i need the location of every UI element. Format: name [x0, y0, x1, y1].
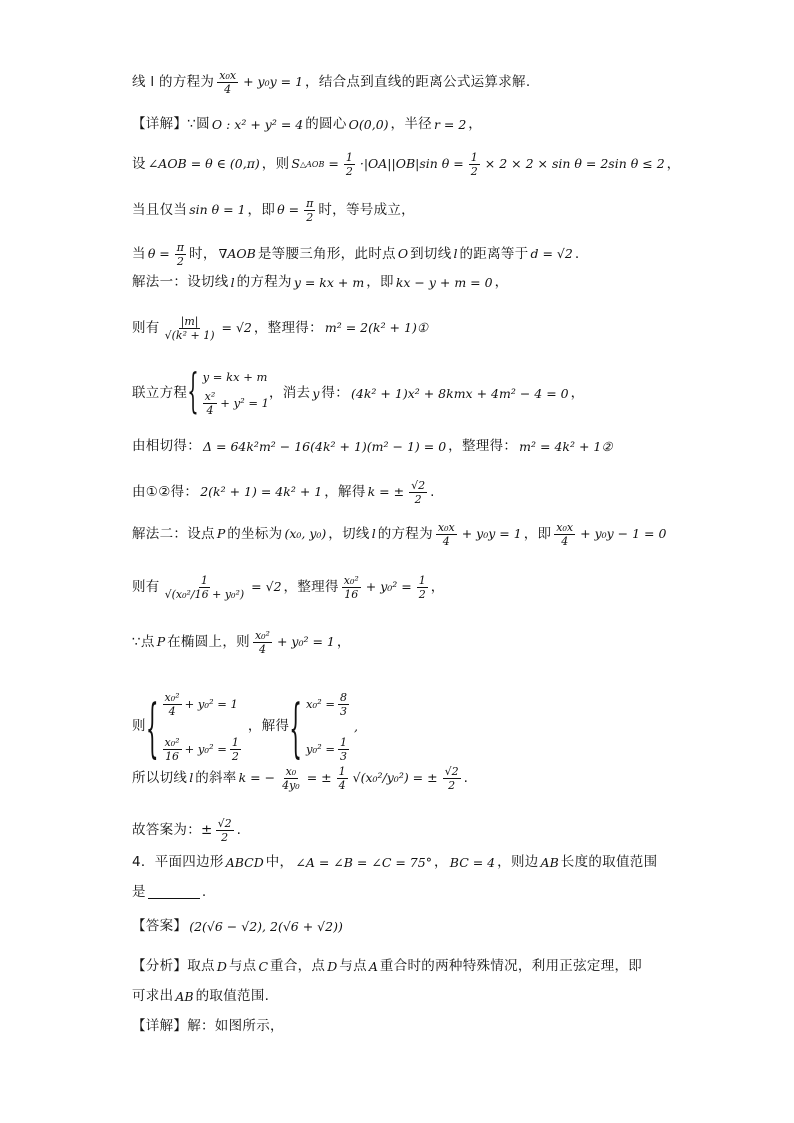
math-expression: = √2	[221, 320, 252, 336]
math-expression: r = 2	[433, 116, 467, 132]
fraction: $\frac{1}{2}$	[231, 736, 239, 763]
fraction: x₀² 4	[164, 691, 180, 718]
text-segment: 与点	[228, 958, 257, 974]
equation-system	[163, 692, 244, 762]
text-line-6	[132, 276, 724, 290]
fraction: $\frac{1}{3}$	[340, 736, 348, 763]
text-line-7	[132, 316, 724, 341]
text-segment: ，解得	[247, 718, 290, 735]
fraction: x₀x 4	[556, 521, 574, 548]
text-segment: .	[430, 483, 435, 500]
text-segment: ，消去	[268, 385, 311, 402]
text-segment: 解法二：设点	[132, 525, 215, 542]
math-expression: P	[216, 526, 226, 542]
text-segment: ，则边	[497, 854, 539, 870]
text-segment: 的坐标为	[227, 525, 283, 542]
math-expression: (x₀, y₀)	[284, 526, 327, 542]
math-expression: kx − y + m = 0	[395, 274, 493, 290]
text-segment: 线 l 的方程为	[132, 73, 215, 90]
text-segment: .	[463, 769, 469, 786]
text-segment: 的取值范围.	[195, 988, 270, 1004]
text-segment: 【详解】∵圆	[132, 116, 210, 132]
fraction: x₀² 16	[343, 574, 359, 601]
text-segment: 的斜率	[195, 769, 237, 786]
fraction: $\frac{1}{2}$	[345, 151, 353, 178]
text-line-13	[132, 630, 724, 655]
math-expression: AB	[540, 854, 559, 870]
math-expression: + y₀y = 1	[243, 74, 304, 90]
fraction: $\frac{1}{\text{√(x₀²/16 + y₀²)}}$	[164, 574, 245, 601]
text-segment: ，	[570, 385, 585, 402]
text-line-8	[132, 365, 724, 420]
fraction: $\frac{1}{2}$	[470, 151, 478, 178]
equation: + y₀² = 1	[184, 696, 238, 711]
fraction: $\frac{\pi}{2}$	[176, 241, 185, 268]
text-segment: 长度的取值范围	[560, 854, 658, 870]
text-segment: 重合时的两种特殊情况，利用正弦定理，即	[379, 958, 643, 974]
text-line-21	[132, 990, 724, 1004]
math-expression: D	[327, 958, 338, 974]
text-segment: 由①②得：	[132, 483, 199, 500]
math-expression: A	[368, 958, 378, 974]
text-segment: 当且仅当	[132, 201, 188, 218]
text-segment: .	[236, 821, 242, 838]
text-segment: 的方程为	[377, 525, 433, 542]
text-line-1	[132, 70, 724, 95]
math-expression: O(0,0)	[348, 116, 389, 132]
left-brace: {	[289, 688, 303, 766]
math-expression: k = −	[238, 770, 276, 786]
math-expression: × 2 × 2 × sin θ = 2sin θ ≤ 2	[484, 156, 665, 172]
text-line-12	[132, 575, 724, 600]
text-segment: ，整理得：	[448, 438, 518, 454]
solution-system	[306, 692, 352, 762]
answer-expression: (2(√6 − √2), 2(√6 + √2))	[189, 918, 343, 934]
math-expression: k = ±	[367, 484, 405, 500]
text-line-2	[132, 118, 724, 132]
math-expression: C	[258, 958, 269, 974]
text-segment: 的方程为	[236, 274, 292, 290]
text-segment: .	[201, 884, 207, 900]
text-segment: 所以切线	[132, 769, 188, 786]
math-expression: ABCD	[225, 854, 264, 870]
text-segment: 设	[132, 155, 146, 172]
text-segment: 重合，点	[270, 958, 326, 974]
text-line-5	[132, 242, 724, 267]
text-line-19	[132, 920, 724, 934]
text-segment: ，即	[523, 525, 552, 542]
math-expression: l	[453, 246, 458, 262]
equation-system	[203, 372, 269, 416]
text-line-16	[132, 818, 724, 843]
math-expression: = ±	[306, 770, 332, 786]
math-expression: O	[397, 246, 409, 262]
math-expression: S	[291, 156, 300, 172]
text-segment: ，整理得：	[253, 319, 323, 336]
math-expression: d = √2	[530, 246, 573, 262]
text-segment: 中，	[265, 854, 294, 870]
text-line-22	[132, 1020, 724, 1034]
math-expression: O : x² + y² = 4	[211, 116, 304, 132]
math-expression: AB	[175, 988, 194, 1004]
math-expression: y	[312, 385, 320, 401]
text-segment: 在椭圆上，则	[167, 633, 250, 650]
text-line-17	[132, 856, 724, 870]
math-expression: ·|OA||OB|sin θ =	[359, 156, 464, 172]
text-segment: ，整理得	[283, 578, 339, 595]
text-segment: 是等腰三角形，此时点	[257, 245, 396, 262]
text-line-20	[132, 960, 724, 974]
math-expression: =	[328, 156, 339, 172]
text-segment: ，	[336, 633, 351, 650]
text-segment: ，	[666, 155, 681, 172]
math-expression: ∇AOB	[218, 246, 256, 262]
math-expression: + y₀y − 1 = 0	[580, 526, 667, 542]
math-expression: y = kx + m	[293, 274, 365, 290]
answer-label: 【答案】	[132, 918, 188, 934]
left-brace: {	[145, 688, 159, 766]
text-segment: 则	[132, 718, 146, 735]
math-expression: (4k² + 1)x² + 8kmx + 4m² − 4 = 0	[351, 385, 569, 401]
text-segment: ，半径	[390, 116, 432, 132]
text-segment: 故答案为：±	[132, 821, 213, 838]
text-line-3	[132, 152, 724, 177]
equation: x₀² =	[306, 696, 336, 711]
text-segment: 时，	[189, 245, 217, 262]
text-segment: 由相切得：	[132, 438, 201, 454]
text-segment: 的圆心	[305, 116, 347, 132]
math-expression: ,	[354, 718, 359, 734]
math-expression: √(x₀²/y₀²) = ±	[352, 770, 438, 786]
text-segment: 可求出	[132, 988, 174, 1004]
text-segment: 与点	[339, 958, 367, 974]
math-expression: 2(k² + 1) = 4k² + 1	[200, 484, 323, 500]
text-segment: 是	[132, 884, 146, 900]
text-segment: ，	[433, 854, 448, 870]
text-line-14	[132, 688, 724, 766]
fraction: $\frac{1}{4}$	[338, 765, 346, 792]
fraction: $\frac{1}{2}$	[418, 574, 426, 601]
text-segment: 则有	[132, 578, 160, 595]
text-segment: ，解得	[324, 483, 366, 500]
analysis-label: 【分析】取点	[132, 958, 215, 974]
text-segment: 的距离等于	[459, 245, 529, 262]
text-line-10	[132, 480, 724, 505]
detail-label: 【详解】解：如图所示，	[132, 1018, 284, 1034]
math-expression: + y₀² =	[365, 579, 412, 595]
equation: y₀² =	[306, 741, 336, 756]
math-expression: ∠A = ∠B = ∠C = 75°	[295, 854, 432, 870]
answer-blank	[148, 886, 200, 899]
math-expression: D	[216, 958, 227, 974]
math-expression: l	[189, 770, 194, 786]
math-expression: P	[156, 634, 166, 650]
text-segment: 联立方程	[132, 385, 188, 402]
fraction: x₀² 16	[164, 736, 180, 763]
text-segment: ，即	[247, 201, 276, 218]
math-expression: BC = 4	[449, 854, 496, 870]
fraction: $\frac{|m|}{\text{√(k² + 1)}}$	[164, 315, 215, 342]
fraction: x₀² 4	[254, 629, 270, 656]
text-segment: 则有	[132, 319, 160, 336]
fraction: x₀x 4	[437, 521, 455, 548]
fraction: $\frac{\text{x₀}}{\text{4y₀}}$	[282, 765, 300, 792]
fraction: $\frac{√2}{2}$	[217, 817, 232, 844]
text-segment: ，	[494, 274, 509, 290]
text-line-11	[132, 522, 724, 547]
math-expression: θ =	[277, 202, 300, 218]
math-expression: + y₀y = 1	[461, 526, 522, 542]
fraction: $\frac{√2}{2}$	[411, 479, 426, 506]
math-expression: = √2	[251, 579, 282, 595]
text-line-18	[132, 886, 724, 900]
text-segment: ，	[430, 578, 445, 595]
text-line-4	[132, 198, 724, 223]
equation: y = kx + m	[202, 370, 268, 384]
math-expression: θ =	[147, 246, 170, 262]
math-expression: l	[371, 526, 376, 542]
fraction: $\frac{√2}{2}$	[444, 765, 459, 792]
math-expression: ∠AOB = θ ∈ (0,π)	[147, 156, 260, 172]
fraction: $\frac{8}{3}$	[340, 691, 348, 718]
math-expression: l	[230, 274, 235, 290]
text-line-15	[132, 766, 724, 791]
text-segment: 当	[132, 245, 146, 262]
text-segment: 到切线	[410, 245, 452, 262]
text-segment: 解法一：设切线	[132, 274, 229, 290]
equation: + y₀² =	[184, 741, 227, 756]
math-expression: Δ = 64k²m² − 16(4k² + 1)(m² − 1) = 0	[203, 438, 447, 454]
math-expression: m² = 4k² + 1②	[519, 438, 613, 454]
math-expression: sin θ = 1	[189, 202, 246, 218]
text-segment: .	[574, 245, 580, 262]
text-segment: ∵点	[132, 633, 155, 650]
math-subscript: △AOB	[299, 159, 325, 169]
fraction: x² 4	[204, 390, 216, 417]
text-line-9	[132, 440, 724, 454]
left-brace: {	[187, 365, 199, 420]
text-segment: ，结合点到直线的距离公式运算求解.	[305, 73, 531, 90]
text-segment: ，	[468, 116, 483, 132]
question-number: 4．平面四边形	[132, 854, 224, 870]
text-segment: ，即	[366, 274, 394, 290]
text-segment: ，切线	[328, 525, 370, 542]
text-segment: 时，等号成立，	[318, 201, 415, 218]
math-expression: + y₀² = 1	[276, 634, 335, 650]
fraction: x₀x 4	[219, 69, 237, 96]
fraction: $\frac{\pi}{2}$	[306, 197, 314, 224]
text-segment: ，则	[261, 155, 290, 172]
text-segment: 得：	[321, 385, 350, 402]
math-expression: m² = 2(k² + 1)①	[324, 320, 429, 336]
equation: + y² = 1	[220, 395, 269, 410]
